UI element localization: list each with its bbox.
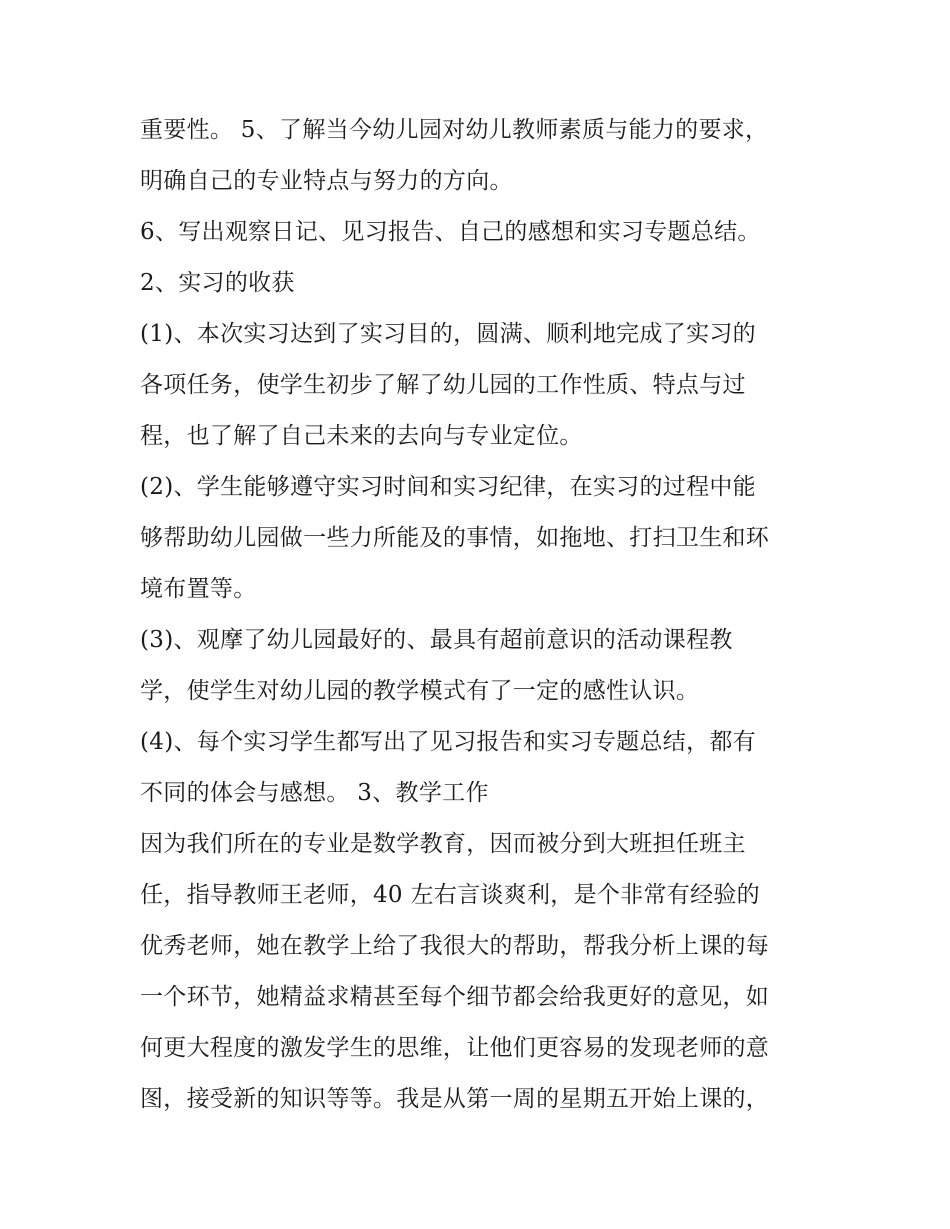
text-line-19: 何更大程度的激发学生的思维，让他们更容易的发现老师的意: [140, 1035, 770, 1061]
text-line-5: (1)、本次实习达到了实习目的，圆满、顺利地完成了实习的: [140, 321, 756, 347]
text-line-3: 6、写出观察日记、见习报告、自己的感想和实习专题总结。: [140, 219, 761, 245]
text-line-14: 不同的体会与感想。 3、教学工作: [140, 780, 489, 806]
text-line-13: (4)、每个实习学生都写出了见习报告和实习专题总结，都有: [140, 729, 756, 755]
text-line-12: 学，使学生对幼儿园的教学模式有了一定的感性认识。: [140, 678, 700, 704]
text-line-20: 图，接受新的知识等等。我是从第一周的星期五开始上课的，: [140, 1086, 770, 1112]
text-line-9: 够帮助幼儿园做一些力所能及的事情，如拖地、打扫卫生和环: [140, 525, 770, 551]
text-line-18: 一个环节，她精益求精甚至每个细节都会给我更好的意见，如: [140, 984, 770, 1010]
text-line-10: 境布置等。: [140, 576, 257, 602]
text-line-11: (3)、观摩了幼儿园最好的、最具有超前意识的活动课程教: [140, 627, 733, 653]
text-line-7: 程，也了解了自己未来的去向与专业定位。: [140, 423, 583, 449]
section-heading-harvest: 2、实习的收获: [140, 270, 295, 296]
text-line-16: 任，指导教师王老师，40 左右言谈爽利，是个非常有经验的: [140, 882, 760, 908]
text-line-8: (2)、学生能够遵守实习时间和实习纪律，在实习的过程中能: [140, 474, 756, 500]
text-line-15: 因为我们所在的专业是数学教育，因而被分到大班担任班主: [140, 831, 746, 857]
text-line-17: 优秀老师，她在教学上给了我很大的帮助，帮我分析上课的每: [140, 933, 770, 959]
text-line-6: 各项任务，使学生初步了解了幼儿园的工作性质、特点与过: [140, 372, 746, 398]
text-line-2: 明确自己的专业特点与努力的方向。: [140, 168, 513, 194]
text-line-1: 重要性。 5、了解当今幼儿园对幼儿教师素质与能力的要求，: [140, 117, 769, 143]
